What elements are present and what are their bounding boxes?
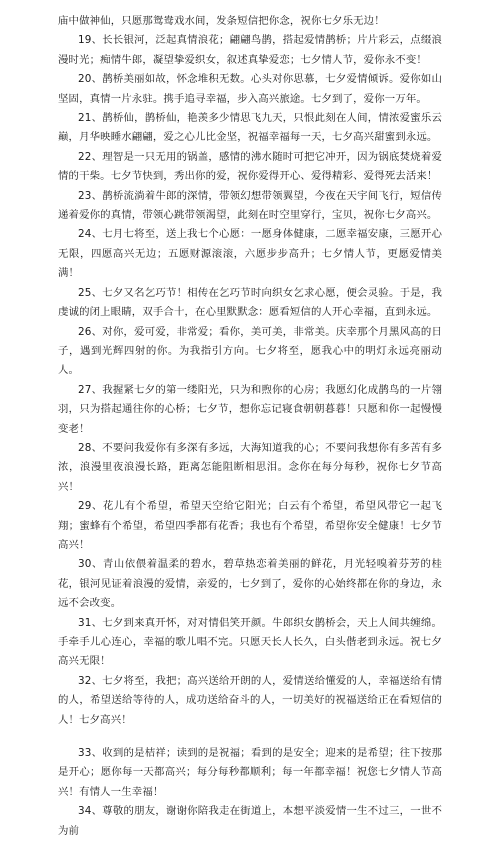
paragraph-34: 34、尊敬的朋友，谢谢你陪我走在街道上，本想平淡爱情一生不过三，一世不为前 [58, 805, 442, 837]
paragraph-26: 26、对你，爱可爱，非常爱；看你，美可美，非常美。庆幸那个月黑风高的日子，遇到光辉四射的你。为我指引方向。七夕将至，愿我心中的明灯永远亮丽动人。 [58, 325, 442, 377]
paragraph-29: 29、花儿有个希望，希望天空给它阳光；白云有个希望，希望风带它一起飞翔；蜜蜂有个希望，希望四季都有花香；我也有个希望，希望你安全健康！七夕节高兴！ [58, 500, 442, 551]
paragraph-32: 32、七夕将至，我把；高兴送给开朗的人，爱情送给懂爱的人，幸福送给有情的人，希望送给等待的人，成功送给奋斗的人，一切美好的祝福送给正在看短信的人！七夕高兴！ [58, 674, 442, 726]
paragraph-27: 27、我握紧七夕的第一缕阳光，只为和煦你的心房；我愿幻化成鹊鸟的一片翎羽，只为搭起通往你的心桥；七夕节，想你忘记寝食朝朝暮暮！只愿和你一起慢慢变老！ [58, 383, 442, 435]
paragraph-gap [58, 730, 442, 744]
paragraph-24: 24、七月七将至，送上我七个心愿：一愿身体健康，二愿幸福安康，三愿开心无限，四愿高兴无边；五愿财源滚滚，六愿步步高升；七夕情人节，更愿爱情美满！ [58, 228, 442, 280]
paragraph-25: 25、七夕又名乞巧节！相传在乞巧节时向织女乞求心愿，便会灵验。于是，我虔诚的闭上眼睛，双手合十，在心里默默念：愿看短信的人开心幸福，直到永远。 [58, 286, 442, 319]
paragraph-31: 31、七夕到来真开怀，对对情侣笑开颜。牛郎织女鹊桥会，天上人间共缠绵。手牵手儿心连心，幸福的歌儿唱不完。只愿天长人长久，白头偕老到永远。祝七夕高兴无限！ [58, 616, 442, 668]
paragraph-30: 30、青山依偎着温柔的碧水，碧草热恋着美丽的鲜花，月光轻嗅着芬芳的桂花，银河见证着浪漫的爱情，亲爱的，七夕到了，爱你的心始终都在你的身边，永远不会改变。 [58, 558, 442, 610]
paragraph-23: 23、鹊桥流淌着牛郎的深情，带领幻想带领翼望，今夜在天宇间飞行，短信传递着爱你的真情，带领心跳带领渴望，此刻在时空里穿行，宝贝，祝你七夕高兴。 [58, 189, 442, 222]
paragraph-33: 33、收到的是桔祥；读到的是祝福；看到的是安全；迎来的是希望；往下按那是开心；愿你每一天都高兴；每分每秒都顺利；每一年都幸福！祝您七夕情人节高兴！有情人一生幸福！ [58, 747, 442, 798]
paragraph-19: 19、长长银河，泛起真情浪花；翩翩鸟鹊，搭起爱情鹊桥；片片彩云，点缀浪漫时光；痴情牛郎，凝望挚爱织女，叙述真挚爱恋；七夕情人节，爱你永不变！ [58, 34, 442, 66]
paragraph-28: 28、不要问我爱你有多深有多远，大海知道我的心；不要问我想你有多苦有多浓，浪漫里夜浪漫长路，距离怎能阻断相思泪。念你在每分每秒，祝你七夕节高兴！ [58, 441, 442, 493]
paragraph-20: 20、鹊桥美丽如故，怀念堆积无数。心头对你思慕，七夕爱情倾诉。爱你如山坚固，真情一片永驻。携手追寻幸福，步入高兴旅途。七夕到了，爱你一万年。 [58, 73, 442, 105]
paragraph-continued: 庙中做神仙，只愿那鸳鸯戏水间，发条短信把你念，祝你七夕乐无边！ [58, 15, 385, 27]
paragraph-22: 22、理智是一只无用的锅盖，感情的沸水随时可把它冲开，因为锅底焚烧着爱情的干柴。七夕节快到，秀出你的爱，祝你爱得开心、爱得精彩、爱得死去活来！ [58, 150, 442, 183]
paragraph-21: 21、鹊桥仙，鹊桥仙，艳羡多少情思飞九天，只恨此刻在人间，情浓爱蜜乐云巅，月华映睡水翩翩，爱之心儿比金坚，祝福幸福每一天，七夕高兴甜蜜到永远。 [58, 112, 442, 144]
